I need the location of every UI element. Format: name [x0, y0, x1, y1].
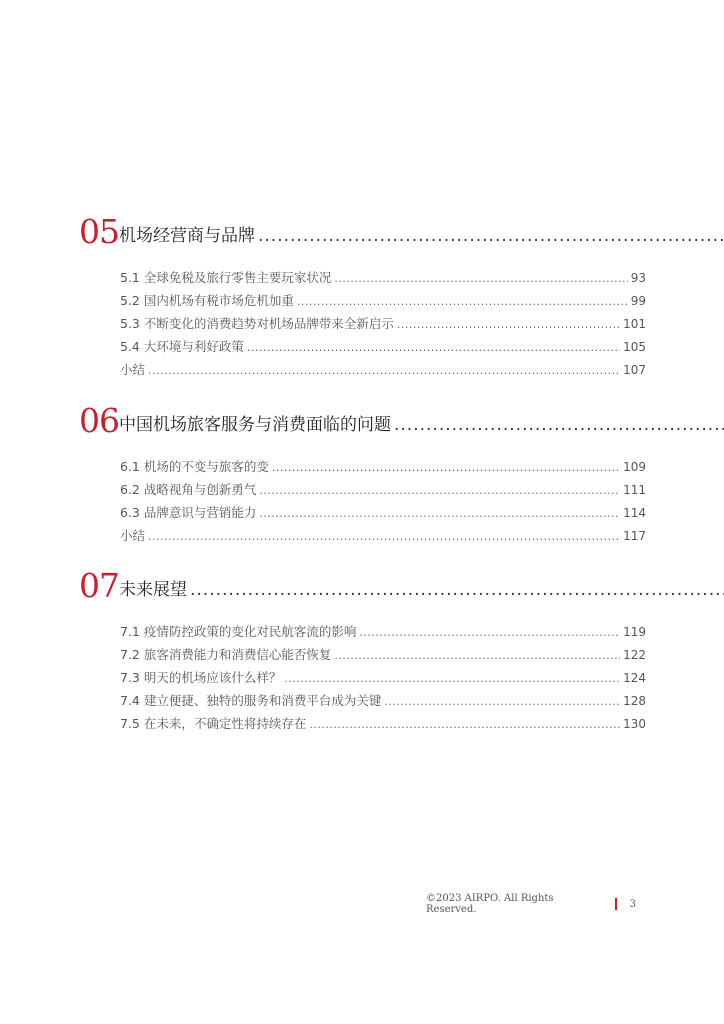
- entry-page: 109: [623, 460, 646, 474]
- entry-page: 101: [623, 317, 646, 331]
- toc-section-06: [79, 401, 646, 547]
- entry-page: 111: [623, 483, 646, 497]
- entry-page: 93: [630, 271, 646, 285]
- entry-page: 119: [623, 625, 646, 639]
- entry-label: 6.3 品牌意识与营销能力: [120, 505, 257, 520]
- dot-leader: [247, 336, 620, 359]
- dot-leader: [309, 713, 620, 736]
- entry-label: 5.2 国内机场有税市场危机加重: [120, 293, 294, 308]
- toc-entry[interactable]: [120, 312, 646, 335]
- toc-entry[interactable]: [120, 358, 646, 381]
- entry-label: 7.3 明天的机场应该什么样？: [120, 670, 282, 685]
- toc-entry[interactable]: [120, 689, 646, 712]
- dot-leader: [284, 667, 620, 690]
- dot-leader: [397, 313, 620, 336]
- page-number: 3: [629, 898, 636, 910]
- section-title: 机场经营商与品牌: [119, 226, 255, 246]
- entry-label: 6.2 战略视角与创新勇气: [120, 482, 257, 497]
- entry-page: 107: [623, 363, 646, 377]
- dot-leader: [334, 644, 620, 667]
- entry-page: 128: [623, 694, 646, 708]
- toc-entry[interactable]: [120, 666, 646, 689]
- entry-label: 5.1 全球免税及旅行零售主要玩家状况: [120, 270, 332, 285]
- section-title: 未来展望: [119, 580, 187, 600]
- dot-leader: [394, 415, 724, 435]
- entry-label: 7.1 疫情防控政策的变化对民航客流的影响: [120, 624, 357, 639]
- entry-page: 105: [623, 340, 646, 354]
- toc-entry[interactable]: [120, 335, 646, 358]
- entry-page: 117: [623, 529, 646, 543]
- entry-label: 7.5 在未来，不确定性将持续存在: [120, 716, 307, 731]
- entry-label: 小结: [120, 528, 146, 543]
- section-number: 07: [79, 566, 119, 605]
- section-heading[interactable]: [79, 212, 646, 251]
- entry-label: 5.4 大环境与利好政策: [120, 339, 244, 354]
- entry-label: 6.1 机场的不变与旅客的变: [120, 459, 269, 474]
- dot-leader: [148, 359, 620, 382]
- dot-leader: [190, 580, 724, 600]
- toc-entry[interactable]: [120, 501, 646, 524]
- entry-label: 5.3 不断变化的消费趋势对机场品牌带来全新启示: [120, 316, 394, 331]
- entry-label: 7.4 建立便捷、独特的服务和消费平台成为关键: [120, 693, 382, 708]
- section-number: 06: [79, 401, 119, 440]
- toc-section-07: [79, 566, 646, 735]
- entry-page: 130: [623, 717, 646, 731]
- entry-page: 122: [623, 648, 646, 662]
- copyright-text: ©2023 AIRPO. All Rights Reserved.: [426, 893, 554, 915]
- toc-section-05: [79, 212, 646, 381]
- dot-leader: [148, 525, 620, 548]
- section-heading[interactable]: [79, 566, 646, 605]
- section-title: 中国机场旅客服务与消费面临的问题: [119, 415, 391, 435]
- dot-leader: [259, 502, 620, 525]
- dot-leader: [258, 226, 724, 246]
- toc-entry[interactable]: [120, 620, 646, 643]
- toc-entry[interactable]: [120, 643, 646, 666]
- toc-entry[interactable]: [120, 455, 646, 478]
- dot-leader: [259, 479, 620, 502]
- entry-page: 124: [623, 671, 646, 685]
- dot-leader: [297, 290, 628, 313]
- dot-leader: [334, 267, 627, 290]
- footer-divider: [615, 898, 617, 910]
- entry-page: 114: [623, 506, 646, 520]
- toc-entry[interactable]: [120, 266, 646, 289]
- section-heading[interactable]: [79, 401, 646, 440]
- dot-leader: [272, 456, 620, 479]
- toc-entry[interactable]: [120, 478, 646, 501]
- toc-entry[interactable]: [120, 524, 646, 547]
- dot-leader: [384, 690, 620, 713]
- toc-entry[interactable]: [120, 289, 646, 312]
- entry-label: 7.2 旅客消费能力和消费信心能否恢复: [120, 647, 332, 662]
- entry-page: 99: [630, 294, 646, 308]
- section-number: 05: [79, 212, 119, 251]
- dot-leader: [359, 621, 620, 644]
- entry-label: 小结: [120, 362, 146, 377]
- toc-entry[interactable]: [120, 712, 646, 735]
- page-footer: [426, 893, 636, 915]
